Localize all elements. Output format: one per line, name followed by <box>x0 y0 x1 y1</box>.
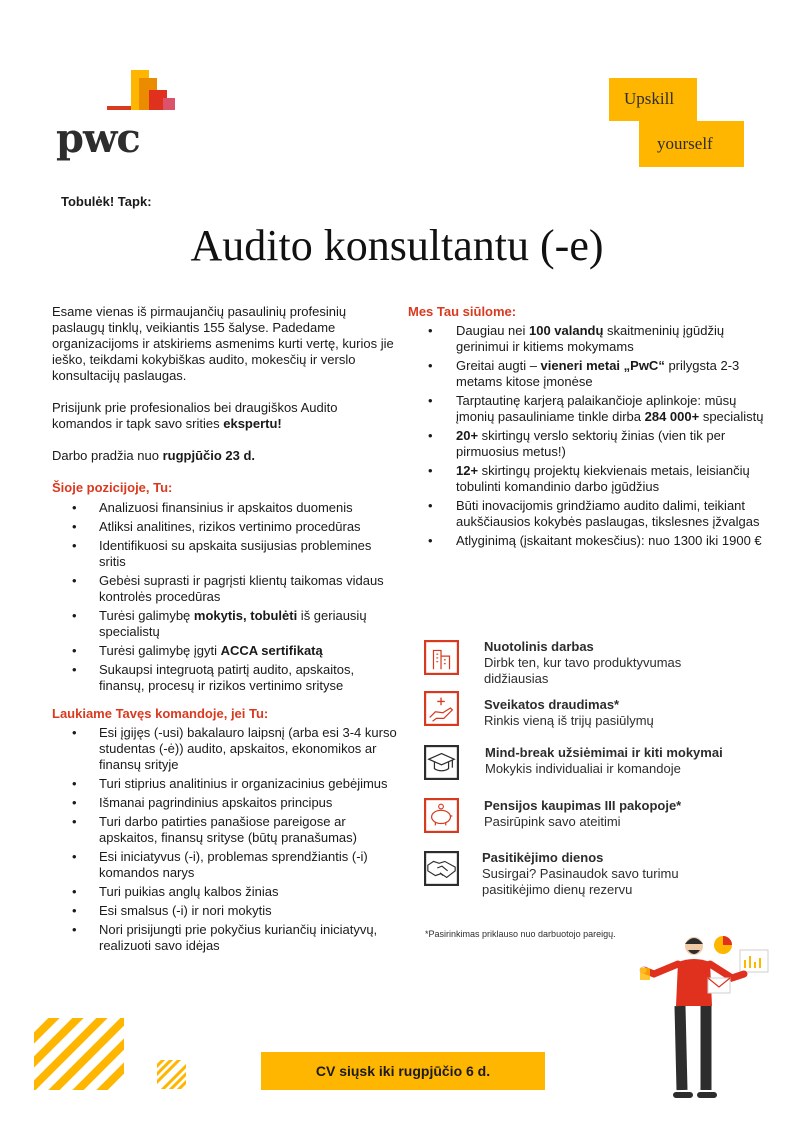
list-item <box>52 643 397 659</box>
item-bold: vieneri metai „PwC“ <box>540 358 665 373</box>
requirements-list <box>52 725 397 954</box>
pwc-logo-blocks <box>107 70 177 110</box>
graduation-cap-icon <box>424 745 459 780</box>
item-bold: 20+ <box>456 428 479 443</box>
intro-section <box>52 304 397 957</box>
stripes-decoration <box>34 1018 124 1090</box>
list-item: • Nori prisijungti prie pokyčius kuriančių iniciatyvų, realizuoti savo idėjas <box>52 922 397 954</box>
list-item: • Analizuosi finansinius ir apskaitos duomenis <box>52 500 397 516</box>
list-item: • Sukaupsi integruotą patirtį audito, apskaitos, finansų, procesų ir rizikos vertinimo srityse <box>52 662 397 694</box>
list-item <box>52 608 397 640</box>
benefit-title: Pasitikėjimo dienos <box>482 850 604 865</box>
item-text: Tarptautinę karjerą palaikančioje aplinkoje: mūsų įmonių pasauliniame tinkle dirba <box>456 393 737 424</box>
list-item <box>408 393 768 425</box>
join-text: Prisijunk prie profesionalios bei draugiškos Audito komandos ir tapk savo srities <box>52 400 338 431</box>
position-list <box>52 500 397 694</box>
list-item <box>408 428 768 460</box>
list-item <box>408 323 768 355</box>
offer-section <box>408 304 768 552</box>
list-item: • Atliksi analitines, rizikos vertinimo procedūras <box>52 519 397 535</box>
page-title: Audito konsultantu (-e) <box>190 221 604 270</box>
list-item: • Išmanai pagrindinius apskaitos principus <box>52 795 397 811</box>
benefit-title: Mind-break užsiėmimai ir kiti mokymai <box>485 745 723 760</box>
item-text: prilygsta 2-3 metams kitose įmonėse <box>456 358 740 389</box>
list-item: • Esi smalsus (-i) ir nori mokytis <box>52 903 397 919</box>
handshake-icon <box>424 851 459 886</box>
item-text: skirtingų projektų kiekvienais metais, leisiančių tobulinti komandinio darbo įgūdžius <box>456 463 750 494</box>
benefit-text: Mokykis individualiai ir komandoje <box>485 761 681 776</box>
pwc-logo-text: pwc <box>56 115 140 162</box>
list-item: • Identifikuosi su apskaita susijusias problemines sritis <box>52 538 397 570</box>
join-bold: ekspertu! <box>223 416 282 431</box>
stripes-small-decoration <box>157 1060 186 1089</box>
benefit-text: Dirbk ten, kur tavo produktyvumas didžiausias <box>484 655 682 686</box>
list-item: • Turi puikias anglų kalbos žinias <box>52 884 397 900</box>
benefit-text: Rinkis vieną iš trijų pasiūlymų <box>484 713 654 728</box>
list-item: • Atlyginimą (įskaitant mokesčius): nuo 1300 iki 1900 € <box>408 533 768 549</box>
upskill-badge-bottom: yourself <box>639 121 744 167</box>
start-date-paragraph <box>52 448 397 464</box>
intro-paragraph: Esame vienas iš pirmaujančių pasaulinių profesinių paslaugų tinklų, veikiantis 155 šalyse. Padedame organizacijoms ir atskiriems asmenims kurti vertę, kurios jie ieško, teikdami kokybiškas audito, mokesčių ir verslo konsultacijų paslaugas. <box>52 304 394 383</box>
offer-heading: Mes Tau siūlome: <box>408 304 517 319</box>
list-item: • Būti inovacijomis grindžiamo audito dalimi, teikiant aukščiausios kokybės paslaugas, tikslesnes įžvalgas <box>408 498 768 530</box>
list-item: • Gebėsi suprasti ir pagrįsti klientų taikomas vidaus kontrolės procedūras <box>52 573 397 605</box>
item-text: skaitmeninių įgūdžių gerinimui ir kitiems mokymams <box>456 323 725 354</box>
start-date-text: Darbo pradžia nuo <box>52 448 163 463</box>
list-item: • Turi stiprius analitinius ir organizacinius gebėjimus <box>52 776 397 792</box>
list-item <box>408 463 768 495</box>
item-text: Turėsi galimybę įgyti <box>99 643 221 658</box>
item-bold: 100 valandų <box>529 323 604 338</box>
item-bold: 12+ <box>456 463 479 478</box>
item-text: specialistų <box>699 409 764 424</box>
join-paragraph <box>52 400 397 432</box>
list-item: • Esi iniciatyvus (-i), problemas sprendžiantis (-i) komandos narys <box>52 849 397 881</box>
upskill-badge-top: Upskill <box>609 78 697 121</box>
person-illustration <box>636 930 772 1100</box>
benefit-title: Nuotolinis darbas <box>484 639 594 654</box>
benefit-title: Pensijos kaupimas III pakopoje* <box>484 798 682 813</box>
benefit-text: Pasirūpink savo ateitimi <box>484 814 621 829</box>
requirements-heading: Laukiame Tavęs komandoje, jei Tu: <box>52 706 269 721</box>
item-bold: 284 000+ <box>644 409 700 424</box>
list-item: • Esi įgijęs (-usi) bakalauro laipsnį (arba esi 3-4 kurso studentas (-ė)) audito, apskaitos, ekonomikos ar finansų srityje <box>52 725 397 773</box>
cv-deadline-banner: CV siųsk iki rugpjūčio 6 d. <box>261 1052 545 1090</box>
offer-list <box>408 323 768 549</box>
benefit-title: Sveikatos draudimas* <box>484 697 620 712</box>
item-bold: mokytis, tobulėti <box>193 608 298 623</box>
piggy-bank-icon <box>424 798 459 833</box>
kicker: Tobulėk! Tapk: <box>61 194 152 209</box>
position-heading: Šioje pozicijoje, Tu: <box>52 480 173 495</box>
building-icon <box>424 640 459 675</box>
item-bold: ACCA sertifikatą <box>220 643 323 658</box>
item-text: Turėsi galimybę <box>99 608 194 623</box>
benefit-text: Susirgai? Pasinaudok savo turimu pasitikėjimo dienų rezervu <box>482 866 679 897</box>
item-text: Greitai augti – <box>456 358 541 373</box>
item-text: Daugiau nei <box>456 323 529 338</box>
list-item <box>408 358 768 390</box>
footnote: *Pasirinkimas priklauso nuo darbuotojo pareigų. <box>425 929 616 939</box>
item-text: skirtingų verslo sektorių žinias (vien tik per pirmuosius metus!) <box>456 428 726 459</box>
list-item: • Turi darbo patirties panašiose pareigose ar apskaitos, finansų srityse (būtų pranašumas) <box>52 814 397 846</box>
health-hand-icon <box>424 691 459 726</box>
item-text: iš geriausių specialistų <box>99 608 367 639</box>
start-date-bold: rugpjūčio 23 d. <box>162 448 256 463</box>
